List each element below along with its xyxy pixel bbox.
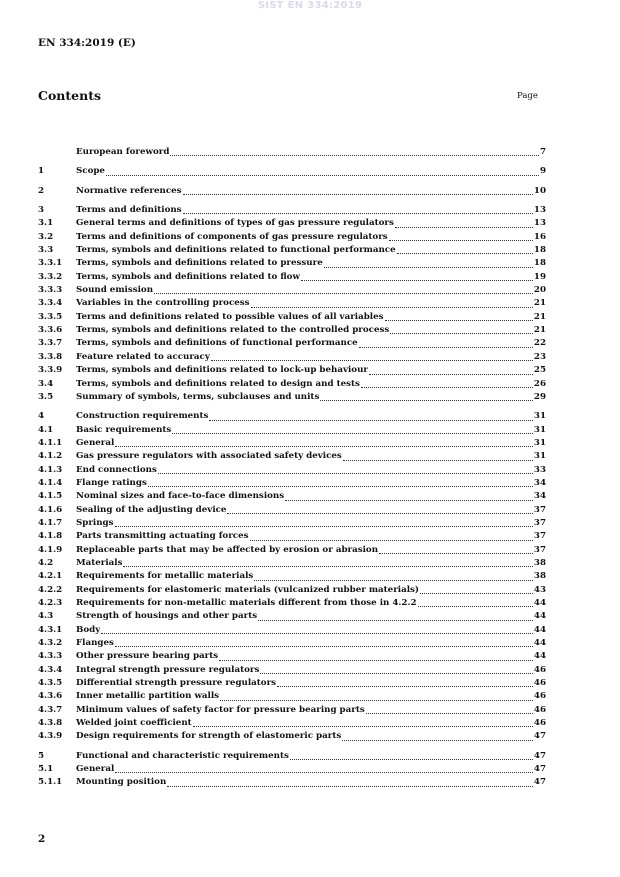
dot-leader bbox=[258, 619, 533, 621]
toc-entry-number: 3.3.3 bbox=[38, 285, 63, 296]
toc-entry[interactable] bbox=[38, 763, 546, 776]
toc-entry-title: Functional and characteristic requirements bbox=[76, 750, 289, 761]
toc-entry-title: European foreword bbox=[76, 147, 170, 157]
toc-entry[interactable] bbox=[38, 257, 546, 270]
toc-entry-page: 37 bbox=[533, 517, 546, 528]
toc-entry-page: 46 bbox=[533, 718, 546, 729]
toc-entry-title: Body bbox=[76, 624, 101, 635]
toc-entry-page: 9 bbox=[539, 166, 546, 177]
toc-entry-title: End connections bbox=[76, 464, 157, 475]
toc-entry-title: Sound emission bbox=[76, 285, 154, 296]
toc-entry-title: Terms, symbols and definitions related to flow bbox=[76, 271, 300, 282]
toc-entry[interactable] bbox=[38, 217, 546, 230]
toc-entry-page: 29 bbox=[533, 391, 546, 402]
toc-entry-number: 4.1.4 bbox=[38, 477, 63, 488]
toc-entry[interactable] bbox=[38, 530, 546, 543]
dot-leader bbox=[115, 525, 533, 527]
dot-leader bbox=[123, 565, 532, 567]
toc-entry[interactable] bbox=[38, 311, 546, 324]
toc-entry[interactable] bbox=[38, 477, 546, 490]
toc-entry[interactable] bbox=[38, 437, 546, 450]
toc-entry[interactable] bbox=[38, 231, 546, 244]
toc-entry-page: 31 bbox=[533, 437, 546, 448]
toc-entry-number: 3.3 bbox=[38, 245, 54, 256]
toc-entry-title: Terms, symbols and definitions related to pressure bbox=[76, 258, 323, 269]
toc-entry-title: Construction requirements bbox=[76, 411, 209, 422]
toc-entry[interactable] bbox=[38, 664, 546, 677]
dot-leader bbox=[418, 605, 533, 607]
toc-entry-title: Basic requirements bbox=[76, 424, 172, 435]
toc-entry-title: Materials bbox=[76, 557, 123, 568]
toc-entry-page: 46 bbox=[533, 704, 546, 715]
dot-leader bbox=[115, 645, 533, 647]
toc-entry-number: 4.3 bbox=[38, 611, 54, 622]
toc-entry-number: 3.5 bbox=[38, 391, 54, 402]
toc-entry[interactable] bbox=[38, 364, 546, 377]
toc-entry-number: 4.1.5 bbox=[38, 491, 63, 502]
toc-entry-page: 33 bbox=[533, 464, 546, 475]
toc-entry-page: 22 bbox=[533, 338, 546, 349]
toc-entry-title: Summary of symbols, terms, subclauses and units bbox=[76, 391, 320, 402]
toc-entry-number: 3.3.7 bbox=[38, 338, 63, 349]
toc-entry[interactable] bbox=[38, 324, 546, 337]
toc-entry-page: 46 bbox=[533, 691, 546, 702]
toc-entry-number: 4.1.8 bbox=[38, 531, 63, 542]
toc-entry-title: Integral strength pressure regulators bbox=[76, 664, 260, 675]
toc-entry[interactable] bbox=[38, 490, 546, 503]
toc-entry-title: Design requirements for strength of elastomeric parts bbox=[76, 731, 342, 742]
toc-entry-title: Terms and definitions bbox=[76, 205, 182, 216]
toc-entry[interactable] bbox=[38, 750, 546, 763]
dot-leader bbox=[361, 386, 533, 388]
dot-leader bbox=[167, 785, 533, 787]
toc-entry-number: 4.3.4 bbox=[38, 664, 63, 675]
toc-entry-number: 4.2 bbox=[38, 557, 54, 568]
toc-entry-title: Scope bbox=[76, 166, 105, 177]
dot-leader bbox=[420, 592, 533, 594]
dot-leader bbox=[379, 552, 533, 554]
toc-entry-page: 31 bbox=[533, 411, 546, 422]
toc-entry-page: 44 bbox=[533, 598, 546, 608]
toc-entry-number: 4.2.3 bbox=[38, 598, 63, 608]
toc-entry-number: 3.3.9 bbox=[38, 365, 63, 376]
toc-entry-title: Strength of housings and other parts bbox=[76, 611, 258, 622]
dot-leader bbox=[158, 472, 533, 474]
toc-entry[interactable] bbox=[38, 650, 546, 663]
toc-entry-number: 3.3.4 bbox=[38, 298, 63, 309]
toc-entry-page: 16 bbox=[533, 231, 546, 242]
toc-entry-title: Springs bbox=[76, 517, 114, 528]
toc-entry-number: 4.2.2 bbox=[38, 584, 63, 595]
toc-entry-number: 4.1.3 bbox=[38, 464, 63, 475]
toc-entry-title: Requirements for metallic materials bbox=[76, 571, 254, 582]
toc-entry-number: 3.2 bbox=[38, 231, 54, 242]
dot-leader bbox=[211, 359, 533, 361]
toc-entry-number: 4 bbox=[38, 411, 45, 422]
toc-entry-page: 20 bbox=[533, 285, 546, 296]
toc-entry[interactable] bbox=[38, 570, 546, 583]
toc-entry-title: Welded joint coefficient bbox=[76, 718, 192, 729]
toc-entry-number: 3.3.6 bbox=[38, 325, 63, 336]
dot-leader bbox=[277, 685, 533, 687]
toc-entry-title: General terms and definitions of types of gas pressure regulators bbox=[76, 218, 394, 229]
toc-entry-title: Sealing of the adjusting device bbox=[76, 504, 227, 515]
toc-entry-number: 4.3.9 bbox=[38, 731, 63, 742]
toc-entry-page: 21 bbox=[533, 298, 546, 309]
toc-entry[interactable] bbox=[38, 690, 546, 703]
toc-entry-number: 4.3.5 bbox=[38, 678, 63, 689]
dot-leader bbox=[115, 445, 533, 447]
dot-leader bbox=[301, 279, 533, 281]
toc-entry-title: Requirements for elastomeric materials (vulcanized rubber materials) bbox=[76, 584, 419, 595]
toc-entry[interactable] bbox=[38, 284, 546, 297]
toc-entry-title: Replaceable parts that may be affected by erosion or abrasion bbox=[76, 544, 379, 555]
dot-leader bbox=[395, 226, 533, 228]
toc-entry-page: 37 bbox=[533, 544, 546, 555]
toc-entry[interactable] bbox=[38, 297, 546, 310]
toc-entry-page: 7 bbox=[539, 147, 546, 157]
dot-leader bbox=[397, 252, 533, 254]
toc-entry-number: 4.3.1 bbox=[38, 624, 63, 635]
toc-entry-number: 4.1.2 bbox=[38, 451, 63, 462]
toc-entry[interactable] bbox=[38, 165, 546, 178]
toc-entry[interactable] bbox=[38, 378, 546, 391]
toc-entry-page: 21 bbox=[533, 325, 546, 336]
toc-entry[interactable] bbox=[38, 410, 546, 423]
dot-leader bbox=[251, 306, 533, 308]
toc-entry-page: 18 bbox=[533, 258, 546, 269]
dot-leader bbox=[366, 712, 533, 714]
toc-entry[interactable] bbox=[38, 146, 546, 159]
toc-entry[interactable] bbox=[38, 204, 546, 217]
toc-entry-number: 5.1 bbox=[38, 764, 54, 775]
dot-leader bbox=[290, 758, 533, 760]
toc-entry-title: Terms and definitions related to possible values of all variables bbox=[76, 311, 384, 322]
toc-entry-number: 3.3.1 bbox=[38, 258, 63, 269]
toc-entry-page: 46 bbox=[533, 678, 546, 689]
toc-entry-page: 13 bbox=[533, 218, 546, 229]
dot-leader bbox=[385, 319, 533, 321]
toc-entry[interactable] bbox=[38, 517, 546, 530]
dot-leader bbox=[250, 539, 533, 541]
page-column-label: Page bbox=[517, 91, 538, 101]
toc-entry-page: 10 bbox=[533, 185, 546, 196]
toc-entry[interactable] bbox=[38, 464, 546, 477]
dot-leader bbox=[390, 332, 533, 334]
toc-entry-number: 5.1.1 bbox=[38, 777, 63, 788]
toc-entry-title: General bbox=[76, 764, 115, 775]
toc-entry-title: Inner metallic partition walls bbox=[76, 691, 220, 702]
toc-entry-page: 38 bbox=[533, 557, 546, 568]
toc-entry[interactable] bbox=[38, 584, 546, 597]
dot-leader bbox=[183, 193, 533, 195]
toc-entry-page: 47 bbox=[533, 731, 546, 742]
toc-entry-page: 44 bbox=[533, 611, 546, 622]
toc-entry-title: Terms, symbols and definitions related to the controlled process bbox=[76, 325, 390, 336]
toc-entry-page: 46 bbox=[533, 664, 546, 675]
toc-entry[interactable] bbox=[38, 424, 546, 437]
toc-entry-page: 26 bbox=[533, 378, 546, 389]
toc-entry-number: 4.3.6 bbox=[38, 691, 63, 702]
dot-leader bbox=[342, 739, 533, 741]
toc-entry-number: 4.1 bbox=[38, 424, 54, 435]
toc-entry-number: 3.3.2 bbox=[38, 271, 63, 282]
toc-entry-page: 47 bbox=[533, 750, 546, 761]
toc-entry[interactable] bbox=[38, 677, 546, 690]
toc-entry-page: 47 bbox=[533, 777, 546, 788]
toc-entry-title: Terms, symbols and definitions related to functional performance bbox=[76, 245, 396, 256]
toc-entry[interactable] bbox=[38, 637, 546, 650]
dot-leader bbox=[170, 154, 539, 156]
toc-entry-number: 4.3.2 bbox=[38, 638, 63, 649]
toc-entry-title: Differential strength pressure regulators bbox=[76, 678, 277, 689]
dot-leader bbox=[285, 499, 533, 501]
toc-entry-title: Feature related to accuracy bbox=[76, 351, 210, 362]
toc-entry[interactable] bbox=[38, 717, 546, 730]
toc-entry[interactable] bbox=[38, 185, 546, 198]
toc-entry-number: 5 bbox=[38, 750, 45, 761]
dot-leader bbox=[183, 212, 533, 214]
toc-entry[interactable] bbox=[38, 730, 546, 743]
toc-entry-number: 4.3.8 bbox=[38, 718, 63, 729]
toc-entry-page: 25 bbox=[533, 365, 546, 376]
toc-entry-title: Flanges bbox=[76, 638, 114, 649]
toc-entry-title: Variables in the controlling process bbox=[76, 298, 250, 309]
toc-entry-title: Terms and definitions of components of gas pressure regulators bbox=[76, 231, 388, 242]
toc-entry[interactable] bbox=[38, 610, 546, 623]
toc-entry-page: 44 bbox=[533, 624, 546, 635]
toc-entry-number: 4.3.7 bbox=[38, 704, 63, 715]
page-number: 2 bbox=[38, 833, 46, 845]
dot-leader bbox=[106, 174, 539, 176]
toc-entry-page: 47 bbox=[533, 764, 546, 775]
toc-entry-title: Gas pressure regulators with associated safety devices bbox=[76, 451, 342, 462]
toc-entry[interactable] bbox=[38, 337, 546, 350]
toc-entry-title: Terms, symbols and definitions related to design and tests bbox=[76, 378, 360, 389]
toc-entry-number: 4.1.6 bbox=[38, 504, 63, 515]
toc-entry-page: 43 bbox=[533, 584, 546, 595]
dot-leader bbox=[148, 485, 533, 487]
toc-entry[interactable] bbox=[38, 351, 546, 364]
toc-entry-page: 37 bbox=[533, 531, 546, 542]
dot-leader bbox=[227, 512, 532, 514]
toc-entry-title: Nominal sizes and face-to-face dimensions bbox=[76, 491, 285, 502]
toc-entry[interactable] bbox=[38, 271, 546, 284]
toc-entry-number: 3.1 bbox=[38, 218, 54, 229]
toc-entry-number: 4.1.7 bbox=[38, 517, 63, 528]
toc-entry-number: 3.3.5 bbox=[38, 311, 63, 322]
watermark: SIST EN 334:2019 bbox=[257, 0, 363, 11]
toc-entry-number: 3.4 bbox=[38, 378, 54, 389]
dot-leader bbox=[193, 725, 533, 727]
dot-leader bbox=[254, 579, 533, 581]
dot-leader bbox=[343, 459, 533, 461]
dot-leader bbox=[115, 771, 533, 773]
toc-entry-page: 19 bbox=[533, 271, 546, 282]
toc-entry-title: Other pressure bearing parts bbox=[76, 651, 219, 662]
toc-entry-title: Flange ratings bbox=[76, 477, 147, 488]
toc-entry-page: 34 bbox=[533, 491, 546, 502]
dot-leader bbox=[209, 419, 533, 421]
toc-entry-number: 4.1.1 bbox=[38, 437, 63, 448]
dot-leader bbox=[101, 632, 533, 634]
toc-entry[interactable] bbox=[38, 244, 546, 257]
document-id: EN 334:2019 (E) bbox=[38, 37, 136, 49]
toc-entry-page: 44 bbox=[533, 651, 546, 662]
toc-entry-title: Parts transmitting actuating forces bbox=[76, 531, 249, 542]
dot-leader bbox=[359, 346, 533, 348]
toc-entry-title: Mounting position bbox=[76, 777, 167, 788]
toc-entry[interactable] bbox=[38, 504, 546, 517]
toc-entry[interactable] bbox=[38, 624, 546, 637]
toc-entry-title: Terms, symbols and definitions related to lock-up behaviour bbox=[76, 365, 368, 376]
dot-leader bbox=[389, 239, 533, 241]
dot-leader bbox=[220, 699, 533, 701]
toc-entry-page: 37 bbox=[533, 504, 546, 515]
toc-entry-number: 2 bbox=[38, 185, 45, 196]
toc-entry-page: 31 bbox=[533, 424, 546, 435]
toc-entry-page: 18 bbox=[533, 245, 546, 256]
toc-entry-number: 4.1.9 bbox=[38, 544, 63, 555]
toc-entry-page: 13 bbox=[533, 205, 546, 216]
toc-entry-number: 4.3.3 bbox=[38, 651, 63, 662]
toc-entry-number: 3 bbox=[38, 205, 45, 216]
dot-leader bbox=[219, 659, 533, 661]
toc-entry[interactable] bbox=[38, 450, 546, 463]
dot-leader bbox=[154, 292, 533, 294]
toc-entry[interactable] bbox=[38, 557, 546, 570]
toc-entry-page: 44 bbox=[533, 638, 546, 649]
dot-leader bbox=[320, 399, 533, 401]
table-of-contents bbox=[38, 146, 546, 790]
toc-entry[interactable] bbox=[38, 391, 546, 404]
toc-entry-number: 1 bbox=[38, 166, 45, 177]
contents-title: Contents bbox=[38, 88, 102, 103]
dot-leader bbox=[172, 432, 533, 434]
toc-entry[interactable] bbox=[38, 704, 546, 717]
toc-entry-page: 38 bbox=[533, 571, 546, 582]
dot-leader bbox=[260, 672, 533, 674]
toc-entry-number: 3.3.8 bbox=[38, 351, 63, 362]
toc-entry-page: 31 bbox=[533, 451, 546, 462]
toc-entry[interactable] bbox=[38, 597, 546, 610]
toc-entry-title: Terms, symbols and definitions of functional performance bbox=[76, 338, 358, 349]
toc-entry-title: General bbox=[76, 437, 115, 448]
toc-entry-title: Requirements for non-metallic materials different from those in 4.2.2 bbox=[76, 598, 417, 608]
toc-entry-title: Minimum values of safety factor for pressure bearing parts bbox=[76, 704, 365, 715]
toc-entry-page: 21 bbox=[533, 311, 546, 322]
toc-entry-number: 4.2.1 bbox=[38, 571, 63, 582]
toc-entry-page: 34 bbox=[533, 477, 546, 488]
toc-entry[interactable] bbox=[38, 544, 546, 557]
dot-leader bbox=[369, 373, 533, 375]
toc-entry-page: 23 bbox=[533, 351, 546, 362]
dot-leader bbox=[324, 266, 533, 268]
toc-entry-title: Normative references bbox=[76, 185, 182, 196]
toc-entry[interactable] bbox=[38, 776, 546, 789]
